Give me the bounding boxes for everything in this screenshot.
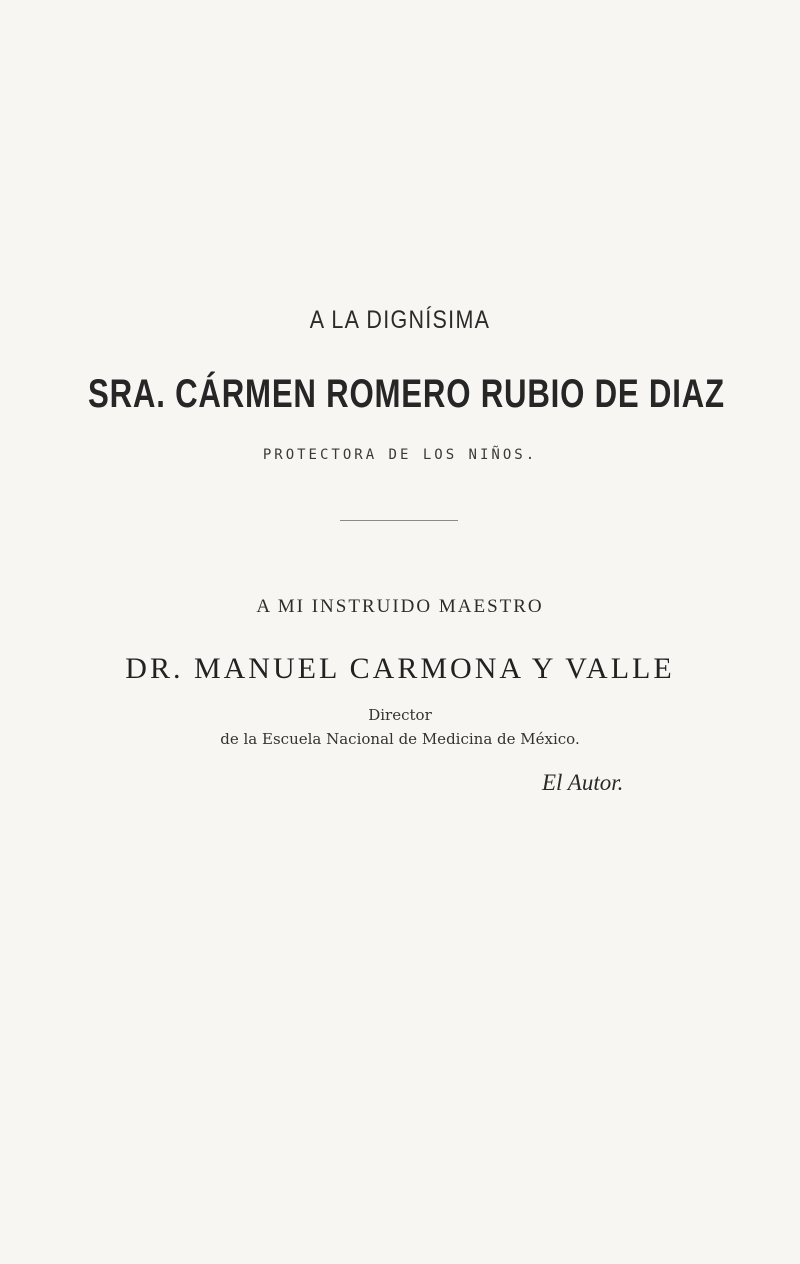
- dedication-recipient-1-title: PROTECTORA DE LOS NIÑOS.: [262, 447, 538, 463]
- dedication-heading-2: A MI INSTRUIDO MAESTRO: [256, 596, 544, 617]
- dedication-recipient-1: SRA. CÁRMEN ROMERO RUBIO DE DIAZ: [88, 372, 725, 416]
- dedication-heading-1: A LA DIGNÍSIMA: [309, 306, 491, 334]
- dedication-recipient-2-institution: de la Escuela Nacional de Medicina de México.: [220, 730, 580, 748]
- section-divider: [340, 520, 458, 521]
- dedication-recipient-2-role: Director: [368, 706, 432, 724]
- dedication-recipient-2: DR. MANUEL CARMONA Y VALLE: [125, 652, 675, 685]
- author-signature: El Autor.: [542, 770, 624, 795]
